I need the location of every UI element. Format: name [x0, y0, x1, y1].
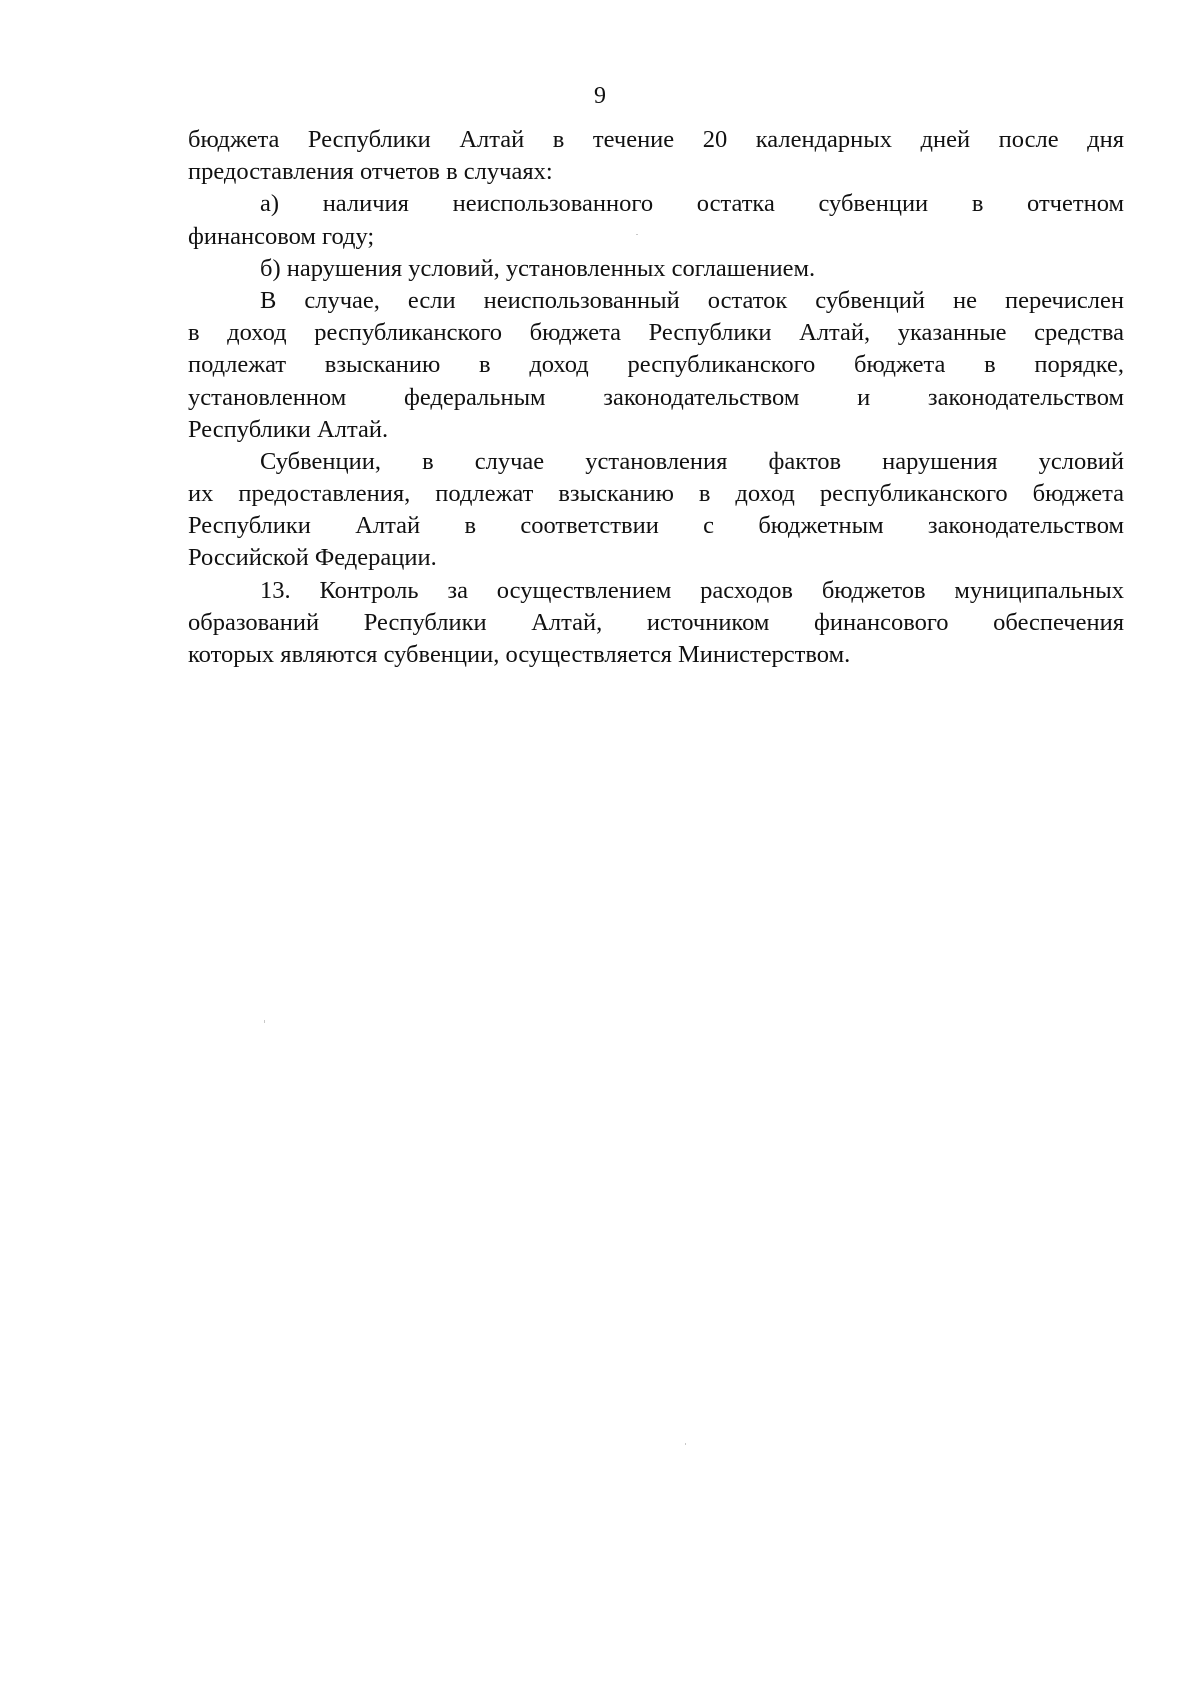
text-line: их предоставления, подлежат взысканию в доход республиканского бюджета [188, 480, 1124, 508]
text-line: которых являются субвенции, осуществляется Министерством. [188, 641, 851, 668]
text-line: Субвенции, в случае установления фактов нарушения условий [260, 447, 1124, 475]
text-line: а) наличия неиспользованного остатка субвенции в отчетном [260, 190, 1124, 218]
scan-speck [685, 1443, 686, 1445]
text-line: образований Республики Алтай, источником финансового обеспечения [188, 608, 1124, 636]
text-line: подлежат взысканию в доход республиканского бюджета в порядке, [188, 351, 1124, 379]
text-line: Республики Алтай в соответствии с бюджетным законодательством [188, 512, 1124, 540]
text-line: Республики Алтай. [188, 415, 389, 443]
scan-speck [636, 234, 638, 235]
page-number: 9 [594, 83, 606, 109]
text-line: финансовом году; [188, 222, 375, 250]
text-line: предоставления отчетов в случаях: [188, 158, 553, 186]
text-line: Российской Федерации. [188, 544, 437, 572]
text-line: установленном федеральным законодательством и законодательством [188, 383, 1124, 411]
text-line: бюджета Республики Алтай в течение 20 календарных дней после дня [188, 126, 1124, 153]
text-line: В случае, если неиспользованный остаток субвенций не перечислен [260, 286, 1124, 314]
document-body [188, 124, 1124, 671]
scan-speck [264, 1020, 265, 1023]
text-line: 13. Контроль за осуществлением расходов бюджетов муниципальных [260, 576, 1124, 604]
text-line: б) нарушения условий, установленных соглашением. [260, 254, 816, 282]
text-line: в доход республиканского бюджета Республики Алтай, указанные средства [188, 319, 1124, 347]
